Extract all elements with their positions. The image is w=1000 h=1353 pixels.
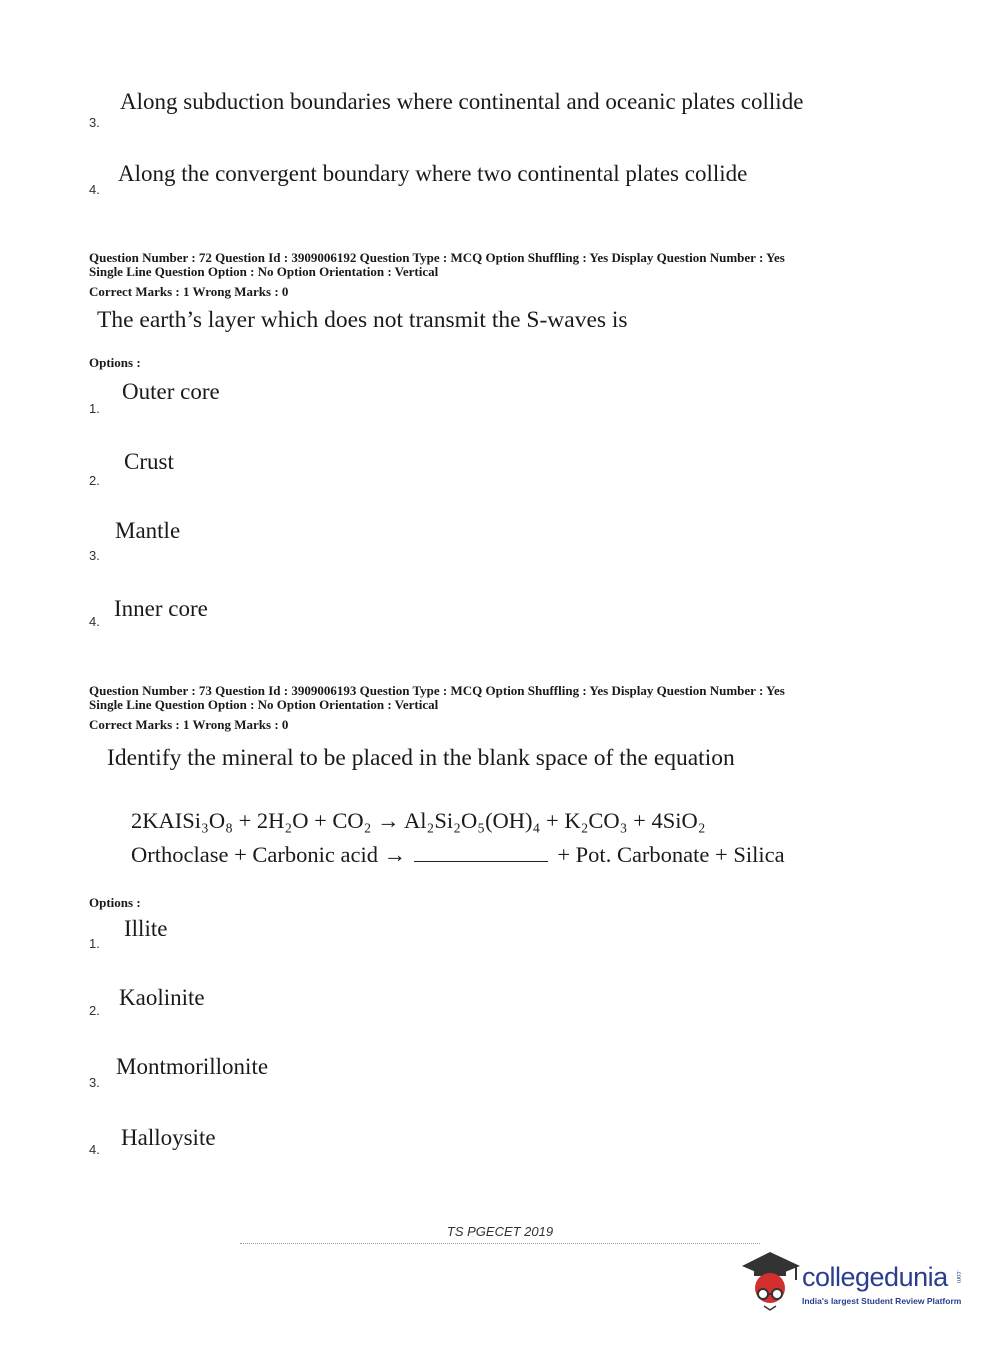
- q73-option-1-number: 1.: [89, 936, 100, 951]
- q72-option-1-number: 1.: [89, 401, 100, 416]
- q72-marks: Correct Marks : 1 Wrong Marks : 0: [89, 284, 289, 299]
- q73-option-4-number: 4.: [89, 1142, 100, 1157]
- q72-question-text: The earth’s layer which does not transmit the S-waves is: [97, 307, 628, 333]
- brand-tagline: India's largest Student Review Platform: [802, 1296, 962, 1306]
- q72-options-label: Options :: [89, 355, 141, 370]
- q72-option-3-number: 3.: [89, 548, 100, 563]
- q73-meta-line1: Question Number : 73 Question Id : 3909006193 Question Type : MCQ Option Shuffling : Yes Display Question Number : Yes: [89, 683, 785, 698]
- q73-equation-left: Orthoclase + Carbonic acid →: [131, 842, 407, 867]
- q73-option-1-text[interactable]: Illite: [124, 916, 168, 941]
- q73-meta-line2: Single Line Question Option : No Option Orientation : Vertical: [89, 697, 439, 712]
- footer-exam-name: TS PGECET 2019: [446, 1224, 554, 1239]
- prev-option-3-text: Along subduction boundaries where continental and oceanic plates collide: [120, 89, 804, 114]
- q73-equation-line2: [131, 841, 785, 868]
- q72-option-1-text[interactable]: Outer core: [122, 379, 220, 404]
- q73-question-text: Identify the mineral to be placed in the blank space of the equation: [107, 745, 735, 771]
- collegedunia-logo-icon: [740, 1246, 802, 1312]
- q73-option-2-number: 2.: [89, 1003, 100, 1018]
- q72-option-2-number: 2.: [89, 473, 100, 488]
- q73-option-3-text[interactable]: Montmorillonite: [116, 1054, 269, 1079]
- q72-meta-line1: Question Number : 72 Question Id : 3909006192 Question Type : MCQ Option Shuffling : Yes Display Question Number : Yes: [89, 250, 785, 265]
- q73-option-4-text[interactable]: Halloysite: [121, 1125, 216, 1150]
- q73-option-2-text[interactable]: Kaolinite: [119, 985, 205, 1010]
- brand-name: collegedunia: [802, 1262, 948, 1292]
- q73-option-3-number: 3.: [89, 1075, 100, 1090]
- prev-option-4-number: 4.: [89, 182, 100, 197]
- footer-divider: [240, 1243, 760, 1246]
- q72-option-3-text[interactable]: Mantle: [115, 518, 181, 543]
- q73-marks: Correct Marks : 1 Wrong Marks : 0: [89, 717, 289, 732]
- prev-option-4-text: Along the convergent boundary where two continental plates collide: [118, 161, 748, 186]
- q73-equation-blank: [414, 841, 548, 862]
- q73-options-label: Options :: [89, 895, 141, 910]
- q72-option-4-number: 4.: [89, 614, 100, 629]
- prev-option-3-number: 3.: [89, 115, 100, 130]
- q73-equation-line1: 2KAISi₃O₈ + 2H₂O + CO₂ → Al₂Si₂O₅(OH)₄ + K₂CO₃ + 4SiO₂: [131, 808, 706, 833]
- q72-option-4-text[interactable]: Inner core: [114, 596, 208, 621]
- brand-com: .com: [955, 1270, 961, 1284]
- q73-equation-right: + Pot. Carbonate + Silica: [557, 842, 785, 867]
- q72-meta-line2: Single Line Question Option : No Option Orientation : Vertical: [89, 264, 439, 279]
- q72-option-2-text[interactable]: Crust: [124, 449, 174, 474]
